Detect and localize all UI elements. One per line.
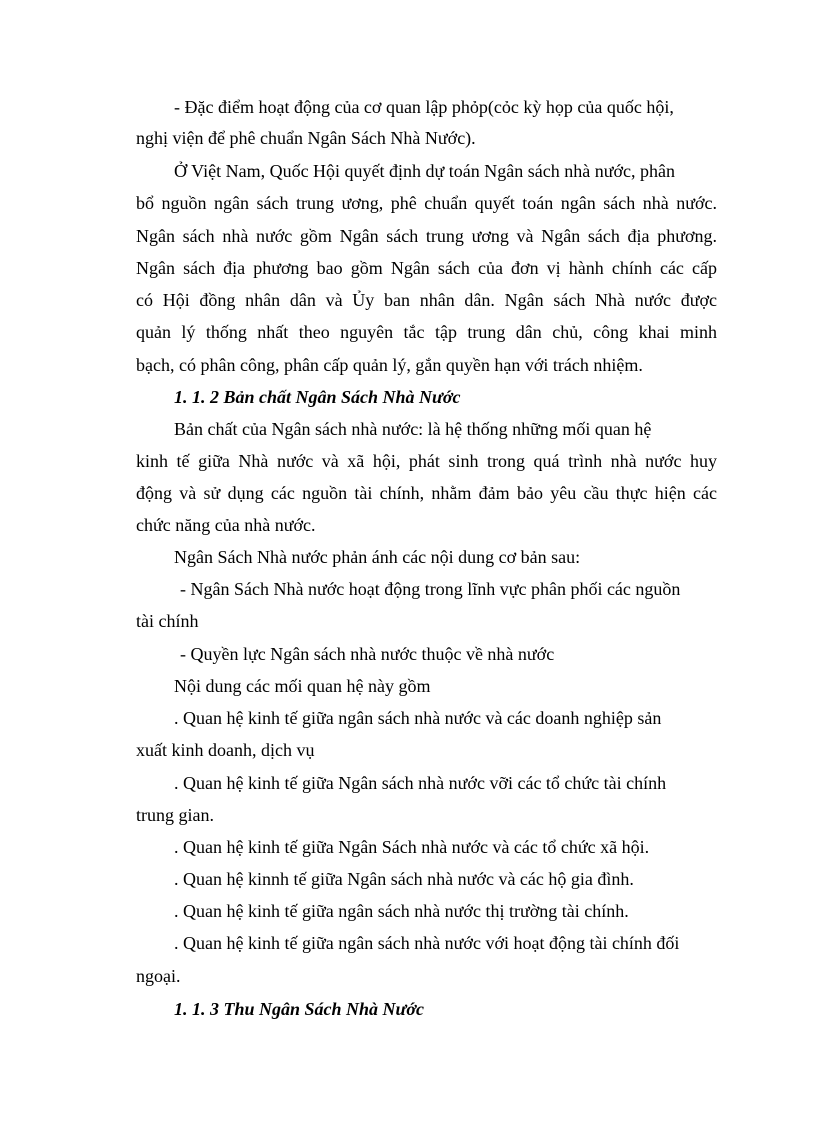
paragraph-line: . Quan hệ kinh tế giữa Ngân sách nhà nước vỡi các tổ chức tài chính (174, 773, 667, 793)
paragraph-line: bạch, có phân công, phân cấp quản lý, gắn quyền hạn với trách nhiệm. (136, 355, 643, 375)
paragraph-line: ngoại. (136, 966, 181, 986)
paragraph-line: Ngân Sách Nhà nước phản ánh các nội dung cơ bản sau: (174, 547, 581, 567)
paragraph-line: bổ nguồn ngân sách trung ương, phê chuẩn quyết toán ngân sách nhà nước. (136, 193, 717, 213)
paragraph-line: - Ngân Sách Nhà nước hoạt động trong lĩnh vực phân phối các nguồn (180, 579, 681, 599)
paragraph-line: - Quyền lực Ngân sách nhà nước thuộc về nhà nước (180, 644, 555, 664)
paragraph-line: Ngân sách địa phương bao gồm Ngân sách của đơn vị hành chính các cấp (136, 258, 717, 278)
paragraph-line: . Quan hệ kinh tế giữa ngân sách nhà nước và các doanh nghiệp sản (174, 708, 662, 728)
paragraph-line: nghị viện để phê chuẩn Ngân Sách Nhà Nước). (136, 128, 476, 148)
paragraph-line: . Quan hệ kinh tế giữa Ngân Sách nhà nước và các tổ chức xã hội. (174, 837, 650, 857)
paragraph-line: có Hội đồng nhân dân và Ủy ban nhân dân. Ngân sách Nhà nước được (136, 290, 717, 310)
paragraph-line: Nội dung các mối quan hệ này gồm (174, 676, 431, 696)
paragraph-line: quản lý thống nhất theo nguyên tắc tập trung dân chủ, công khai minh (136, 322, 717, 342)
paragraph-line: . Quan hệ kinnh tế giữa Ngân sách nhà nước và các hộ gia đình. (174, 869, 634, 889)
paragraph-line: Ngân sách nhà nước gồm Ngân sách trung ương và Ngân sách địa phương. (136, 226, 717, 246)
paragraph-line: . Quan hệ kinh tế giữa ngân sách nhà nước với hoạt động tài chính đối (174, 933, 680, 953)
section-heading: 1. 1. 2 Bản chất Ngân Sách Nhà Nước (174, 387, 461, 407)
paragraph-line: . Quan hệ kinh tế giữa ngân sách nhà nước thị trường tài chính. (174, 901, 629, 921)
paragraph-line: kinh tế giữa Nhà nước và xã hội, phát sinh trong quá trình nhà nước huy (136, 451, 717, 471)
paragraph-line: Ở Việt Nam, Quốc Hội quyết định dự toán Ngân sách nhà nước, phân (174, 161, 676, 181)
paragraph-line: trung gian. (136, 805, 214, 825)
paragraph-line: xuất kinh doanh, dịch vụ (136, 740, 315, 760)
paragraph-line: - Đặc điểm hoạt động của cơ quan lập phỏp(cỏc kỳ họp của quốc hội, (174, 97, 674, 117)
paragraph-line: động và sử dụng các nguồn tài chính, nhằm đảm bảo yêu cầu thực hiện các (136, 483, 717, 503)
section-heading: 1. 1. 3 Thu Ngân Sách Nhà Nước (174, 999, 424, 1019)
paragraph-line: tài chính (136, 611, 199, 631)
paragraph-line: chức năng của nhà nước. (136, 515, 316, 535)
paragraph-line: Bản chất của Ngân sách nhà nước: là hệ thống những mối quan hệ (174, 419, 652, 439)
